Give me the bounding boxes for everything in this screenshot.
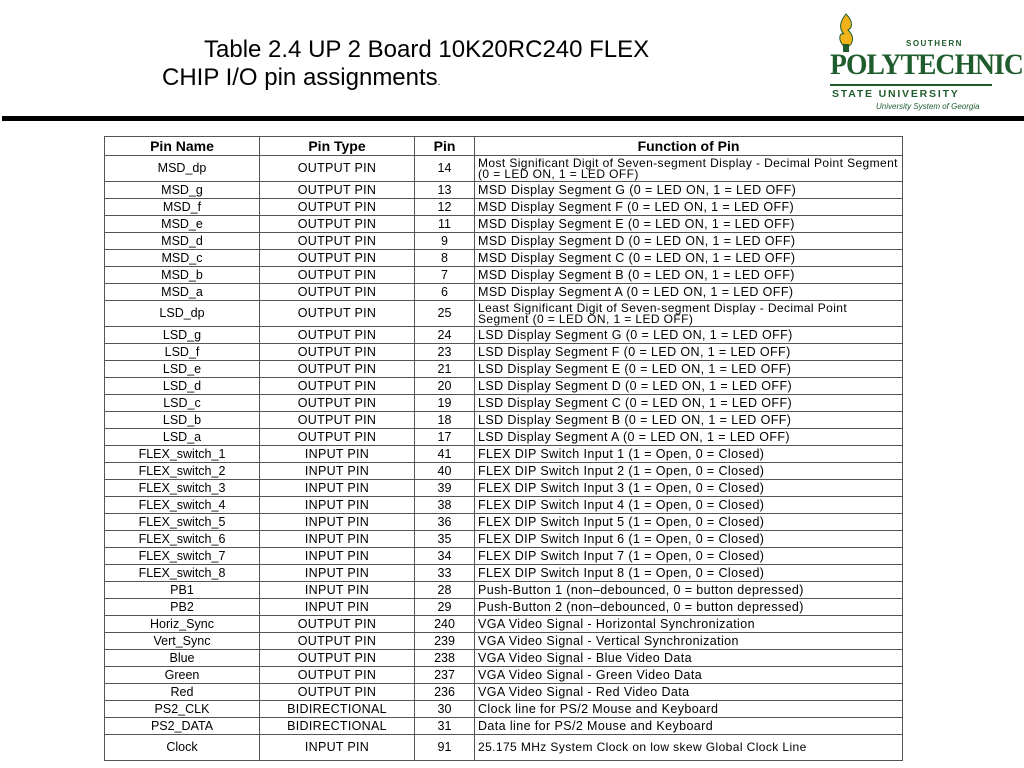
- header-pin-name: Pin Name: [105, 137, 260, 156]
- pin-name-cell: MSD_d: [105, 233, 260, 250]
- table-row: [105, 497, 903, 514]
- function-cell: MSD Display Segment B (0 = LED ON, 1 = LED OFF): [475, 267, 903, 284]
- pin-number-cell: 33: [415, 565, 475, 582]
- pin-type-cell: OUTPUT PIN: [260, 284, 415, 301]
- table-header-row: [105, 137, 903, 156]
- table-row: [105, 267, 903, 284]
- pin-number-cell: 24: [415, 327, 475, 344]
- pin-type-cell: OUTPUT PIN: [260, 684, 415, 701]
- pin-type-cell: OUTPUT PIN: [260, 267, 415, 284]
- table-row: [105, 233, 903, 250]
- function-cell: VGA Video Signal - Blue Video Data: [475, 650, 903, 667]
- pin-type-cell: OUTPUT PIN: [260, 344, 415, 361]
- function-cell: VGA Video Signal - Vertical Synchronization: [475, 633, 903, 650]
- pin-name-cell: LSD_c: [105, 395, 260, 412]
- function-cell: LSD Display Segment B (0 = LED ON, 1 = LED OFF): [475, 412, 903, 429]
- pin-type-cell: INPUT PIN: [260, 514, 415, 531]
- pin-number-cell: 13: [415, 182, 475, 199]
- pin-type-cell: INPUT PIN: [260, 548, 415, 565]
- pin-type-cell: INPUT PIN: [260, 463, 415, 480]
- pin-number-cell: 21: [415, 361, 475, 378]
- pin-number-cell: 28: [415, 582, 475, 599]
- pin-number-cell: 236: [415, 684, 475, 701]
- pin-number-cell: 20: [415, 378, 475, 395]
- pin-name-cell: Blue: [105, 650, 260, 667]
- function-cell: LSD Display Segment A (0 = LED ON, 1 = LED OFF): [475, 429, 903, 446]
- logo-state-university: STATE UNIVERSITY: [832, 88, 960, 100]
- pin-name-cell: PB1: [105, 582, 260, 599]
- function-cell: LSD Display Segment F (0 = LED ON, 1 = LED OFF): [475, 344, 903, 361]
- pin-type-cell: OUTPUT PIN: [260, 616, 415, 633]
- table-row: [105, 199, 903, 216]
- pin-number-cell: 239: [415, 633, 475, 650]
- function-cell: LSD Display Segment E (0 = LED ON, 1 = LED OFF): [475, 361, 903, 378]
- pin-number-cell: 17: [415, 429, 475, 446]
- table-row: [105, 514, 903, 531]
- function-cell: MSD Display Segment D (0 = LED ON, 1 = LED OFF): [475, 233, 903, 250]
- pin-name-cell: MSD_dp: [105, 156, 260, 182]
- pin-number-cell: 11: [415, 216, 475, 233]
- pin-number-cell: 91: [415, 735, 475, 761]
- slide-title: [162, 36, 802, 97]
- table-row: [105, 616, 903, 633]
- table-row: [105, 718, 903, 735]
- function-cell: FLEX DIP Switch Input 2 (1 = Open, 0 = Closed): [475, 463, 903, 480]
- function-cell: FLEX DIP Switch Input 6 (1 = Open, 0 = Closed): [475, 531, 903, 548]
- pin-number-cell: 9: [415, 233, 475, 250]
- pin-type-cell: INPUT PIN: [260, 446, 415, 463]
- function-cell: Clock line for PS/2 Mouse and Keyboard: [475, 701, 903, 718]
- table-row: [105, 565, 903, 582]
- table-row: [105, 327, 903, 344]
- function-cell: 25.175 MHz System Clock on low skew Global Clock Line: [475, 735, 903, 761]
- pin-number-cell: 39: [415, 480, 475, 497]
- function-cell: Least Significant Digit of Seven-segment Display - Decimal Point Segment (0 = LED ON, 1 = LED OFF): [475, 301, 903, 327]
- pin-type-cell: OUTPUT PIN: [260, 327, 415, 344]
- pin-name-cell: Red: [105, 684, 260, 701]
- pin-type-cell: OUTPUT PIN: [260, 378, 415, 395]
- pin-type-cell: INPUT PIN: [260, 565, 415, 582]
- table-row: [105, 395, 903, 412]
- pin-name-cell: Vert_Sync: [105, 633, 260, 650]
- pin-number-cell: 35: [415, 531, 475, 548]
- table-row: [105, 412, 903, 429]
- pin-type-cell: INPUT PIN: [260, 480, 415, 497]
- function-cell: FLEX DIP Switch Input 1 (1 = Open, 0 = Closed): [475, 446, 903, 463]
- pin-type-cell: OUTPUT PIN: [260, 361, 415, 378]
- function-cell: FLEX DIP Switch Input 7 (1 = Open, 0 = Closed): [475, 548, 903, 565]
- pin-name-cell: FLEX_switch_6: [105, 531, 260, 548]
- pin-number-cell: 8: [415, 250, 475, 267]
- pin-number-cell: 34: [415, 548, 475, 565]
- pin-type-cell: OUTPUT PIN: [260, 156, 415, 182]
- table-row: [105, 480, 903, 497]
- function-cell: MSD Display Segment A (0 = LED ON, 1 = LED OFF): [475, 284, 903, 301]
- pin-name-cell: FLEX_switch_5: [105, 514, 260, 531]
- pin-name-cell: PS2_DATA: [105, 718, 260, 735]
- title-line-2-text: CHIP I/O pin assignments: [162, 64, 438, 91]
- pin-number-cell: 237: [415, 667, 475, 684]
- pin-number-cell: 18: [415, 412, 475, 429]
- pin-name-cell: MSD_e: [105, 216, 260, 233]
- header-function: Function of Pin: [475, 137, 903, 156]
- pin-name-cell: FLEX_switch_4: [105, 497, 260, 514]
- pin-name-cell: Clock: [105, 735, 260, 761]
- pin-name-cell: LSD_f: [105, 344, 260, 361]
- pin-name-cell: LSD_d: [105, 378, 260, 395]
- pin-number-cell: 38: [415, 497, 475, 514]
- pin-type-cell: INPUT PIN: [260, 497, 415, 514]
- pin-name-cell: FLEX_switch_3: [105, 480, 260, 497]
- pin-number-cell: 14: [415, 156, 475, 182]
- pin-number-cell: 12: [415, 199, 475, 216]
- function-cell: FLEX DIP Switch Input 8 (1 = Open, 0 = Closed): [475, 565, 903, 582]
- pin-name-cell: FLEX_switch_1: [105, 446, 260, 463]
- table-row: [105, 361, 903, 378]
- pin-type-cell: OUTPUT PIN: [260, 233, 415, 250]
- header-pin-type: Pin Type: [260, 137, 415, 156]
- pin-name-cell: LSD_dp: [105, 301, 260, 327]
- function-cell: FLEX DIP Switch Input 5 (1 = Open, 0 = Closed): [475, 514, 903, 531]
- pin-type-cell: BIDIRECTIONAL: [260, 701, 415, 718]
- table-row: [105, 650, 903, 667]
- logo-polytechnic: POLYTECHNIC: [830, 48, 1023, 81]
- function-cell: MSD Display Segment C (0 = LED ON, 1 = LED OFF): [475, 250, 903, 267]
- function-cell: MSD Display Segment E (0 = LED ON, 1 = LED OFF): [475, 216, 903, 233]
- table-row: [105, 701, 903, 718]
- function-cell: FLEX DIP Switch Input 3 (1 = Open, 0 = Closed): [475, 480, 903, 497]
- pin-name-cell: FLEX_switch_2: [105, 463, 260, 480]
- table-row: [105, 735, 903, 761]
- pin-name-cell: FLEX_switch_7: [105, 548, 260, 565]
- pin-number-cell: 25: [415, 301, 475, 327]
- pin-type-cell: OUTPUT PIN: [260, 199, 415, 216]
- pin-name-cell: MSD_c: [105, 250, 260, 267]
- flame-icon: [834, 12, 858, 52]
- table-row: [105, 284, 903, 301]
- pin-number-cell: 41: [415, 446, 475, 463]
- pin-name-cell: PB2: [105, 599, 260, 616]
- pin-name-cell: MSD_a: [105, 284, 260, 301]
- function-cell: LSD Display Segment D (0 = LED ON, 1 = LED OFF): [475, 378, 903, 395]
- pin-number-cell: 238: [415, 650, 475, 667]
- pin-name-cell: MSD_f: [105, 199, 260, 216]
- function-cell: FLEX DIP Switch Input 4 (1 = Open, 0 = Closed): [475, 497, 903, 514]
- pin-assignment-table: [104, 136, 903, 761]
- pin-type-cell: OUTPUT PIN: [260, 650, 415, 667]
- pin-type-cell: OUTPUT PIN: [260, 395, 415, 412]
- function-cell: LSD Display Segment G (0 = LED ON, 1 = LED OFF): [475, 327, 903, 344]
- function-cell: Data line for PS/2 Mouse and Keyboard: [475, 718, 903, 735]
- function-cell: VGA Video Signal - Horizontal Synchronization: [475, 616, 903, 633]
- pin-number-cell: 23: [415, 344, 475, 361]
- table-row: [105, 446, 903, 463]
- pin-type-cell: OUTPUT PIN: [260, 182, 415, 199]
- pin-number-cell: 36: [415, 514, 475, 531]
- university-logo: [826, 12, 1023, 112]
- title-line-1: Table 2.4 UP 2 Board 10K20RC240 FLEX: [204, 36, 650, 63]
- function-cell: VGA Video Signal - Red Video Data: [475, 684, 903, 701]
- pin-type-cell: INPUT PIN: [260, 582, 415, 599]
- pin-type-cell: OUTPUT PIN: [260, 250, 415, 267]
- table-row: [105, 378, 903, 395]
- table-row: [105, 531, 903, 548]
- table-body: [105, 156, 903, 761]
- table-row: [105, 599, 903, 616]
- pin-name-cell: Horiz_Sync: [105, 616, 260, 633]
- pin-name-cell: PS2_CLK: [105, 701, 260, 718]
- table-row: [105, 684, 903, 701]
- header-divider: [2, 116, 1024, 121]
- table-row: [105, 463, 903, 480]
- table-row: [105, 250, 903, 267]
- pin-type-cell: OUTPUT PIN: [260, 412, 415, 429]
- title-dot: .: [437, 77, 441, 88]
- pin-number-cell: 30: [415, 701, 475, 718]
- function-cell: VGA Video Signal - Green Video Data: [475, 667, 903, 684]
- table-row: [105, 344, 903, 361]
- pin-number-cell: 40: [415, 463, 475, 480]
- table-row: [105, 216, 903, 233]
- pin-name-cell: MSD_g: [105, 182, 260, 199]
- logo-southern: SOUTHERN: [906, 39, 963, 48]
- pin-type-cell: OUTPUT PIN: [260, 301, 415, 327]
- pin-type-cell: OUTPUT PIN: [260, 633, 415, 650]
- pin-type-cell: INPUT PIN: [260, 735, 415, 761]
- pin-name-cell: LSD_g: [105, 327, 260, 344]
- function-cell: MSD Display Segment G (0 = LED ON, 1 = LED OFF): [475, 182, 903, 199]
- pin-name-cell: FLEX_switch_8: [105, 565, 260, 582]
- table-row: [105, 667, 903, 684]
- logo-divider: [830, 84, 992, 86]
- table-row: [105, 582, 903, 599]
- pin-name-cell: Green: [105, 667, 260, 684]
- pin-name-cell: LSD_b: [105, 412, 260, 429]
- logo-system: University System of Georgia: [876, 102, 980, 111]
- pin-name-cell: LSD_e: [105, 361, 260, 378]
- title-line-2: [162, 64, 802, 97]
- pin-type-cell: INPUT PIN: [260, 599, 415, 616]
- function-cell: Most Significant Digit of Seven-segment Display - Decimal Point Segment (0 = LED ON, 1 = LED OFF): [475, 156, 903, 182]
- pin-name-cell: MSD_b: [105, 267, 260, 284]
- table-row: [105, 633, 903, 650]
- pin-number-cell: 240: [415, 616, 475, 633]
- pin-type-cell: OUTPUT PIN: [260, 667, 415, 684]
- pin-number-cell: 31: [415, 718, 475, 735]
- function-cell: MSD Display Segment F (0 = LED ON, 1 = LED OFF): [475, 199, 903, 216]
- function-cell: Push-Button 2 (non–debounced, 0 = button depressed): [475, 599, 903, 616]
- header-pin: Pin: [415, 137, 475, 156]
- pin-number-cell: 6: [415, 284, 475, 301]
- pin-type-cell: OUTPUT PIN: [260, 216, 415, 233]
- pin-type-cell: OUTPUT PIN: [260, 429, 415, 446]
- pin-type-cell: INPUT PIN: [260, 531, 415, 548]
- pin-number-cell: 7: [415, 267, 475, 284]
- pin-type-cell: BIDIRECTIONAL: [260, 718, 415, 735]
- function-cell: LSD Display Segment C (0 = LED ON, 1 = LED OFF): [475, 395, 903, 412]
- pin-name-cell: LSD_a: [105, 429, 260, 446]
- table-row: [105, 429, 903, 446]
- pin-number-cell: 29: [415, 599, 475, 616]
- table-row: [105, 301, 903, 327]
- table-row: [105, 548, 903, 565]
- pin-number-cell: 19: [415, 395, 475, 412]
- table-row: [105, 156, 903, 182]
- function-cell: Push-Button 1 (non–debounced, 0 = button depressed): [475, 582, 903, 599]
- table-row: [105, 182, 903, 199]
